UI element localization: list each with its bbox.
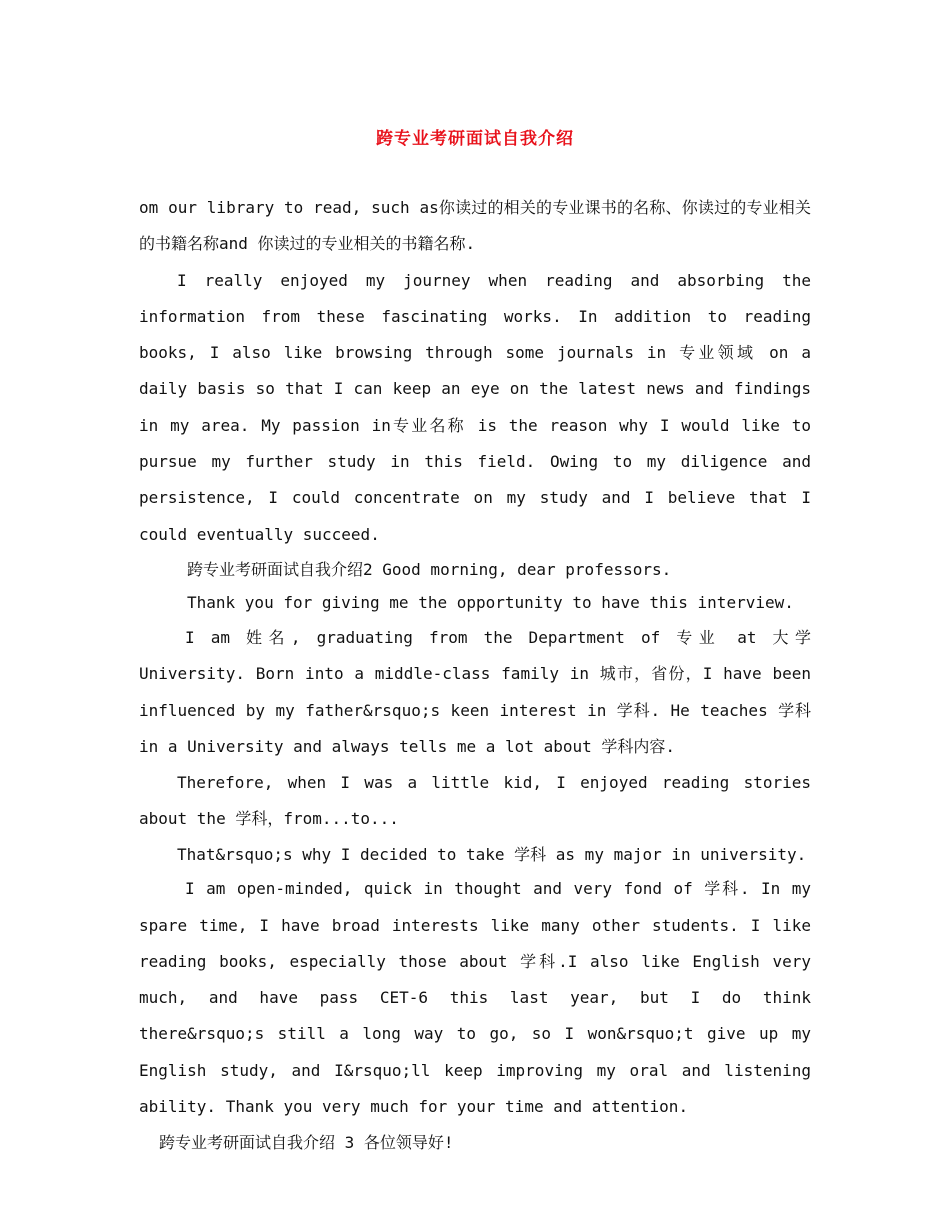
paragraph-background: I am 姓名, graduating from the Department of 专业 at 大学 University. Born into a middle-class family in 城市，省份，I have been influenced by my father&rsquo;s keen interest in 学科. He teaches 学科 in a University and always tells me a lot about 学科内容. — [139, 627, 811, 756]
paragraph-section-2-heading: 跨专业考研面试自我介绍2 Good morning, dear professors. — [187, 559, 672, 579]
document-body — [139, 190, 811, 1162]
paragraph-childhood: Therefore, when I was a little kid, I enjoyed reading stories about the 学科，from...to... — [139, 773, 811, 829]
document-title: 跨专业考研面试自我介绍 — [376, 129, 574, 149]
paragraph-reading-passion: I really enjoyed my journey when reading and absorbing the information from these fascinating works. In addition to reading books, I also like browsing through some journals in 专业领域 on a daily basis so that I can keep an eye on the latest news and findings in my area. My passion in专业名称 is the reason why I would like to pursue my further study in this field. Owing to my diligence and persistence, I could concentrate on my study and I believe that I could eventually succeed. — [139, 270, 811, 544]
paragraph-thank-you: Thank you for giving me the opportunity to have this interview. — [187, 593, 794, 613]
paragraph-continued-intro: om our library to read, such as你读过的相关的专业课书的名称、你读过的专业相关的书籍名称and 你读过的专业相关的书籍名称. — [139, 198, 811, 254]
paragraph-section-3-heading: 跨专业考研面试自我介绍 3 各位领导好! — [159, 1133, 454, 1153]
paragraph-personality: I am open-minded, quick in thought and very fond of 学科. In my spare time, I have broad interests like many other students. I like reading books, especially those about 学科.I also like English very much, and have pass CET-6 this last year, but I do think there&rsquo;s still a long way to go, so I won&rsquo;t give up my English study, and I&rsquo;ll keep improving my oral and listening ability. Thank you very much for your time and attention. — [139, 879, 811, 1117]
paragraph-major-choice: That&rsquo;s why I decided to take 学科 as my major in university. — [177, 844, 807, 864]
